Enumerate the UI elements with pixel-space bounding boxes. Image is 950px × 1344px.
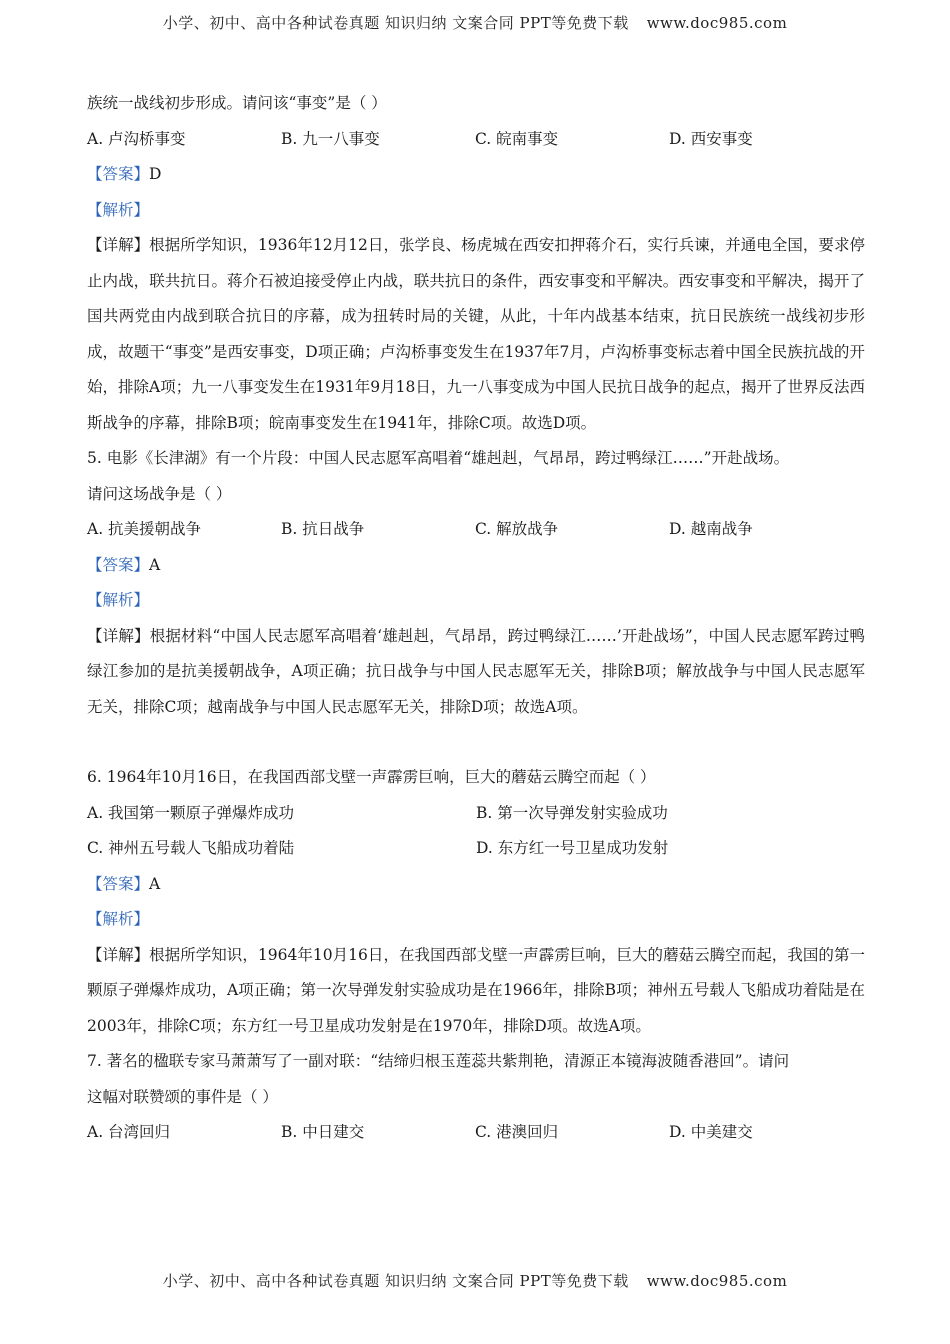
q4-detail-text: 根据所学知识，1936年12月12日，张学良、杨虎城在西安扣押蒋介石，实行兵谏，并通电全国，要求停止内战，联共抗日。蒋介石被迫接受停止内战，联共抗日的条件，西安事变和平解决。西安事变和平解决，揭开了国共两党由内战到联合抗日的序幕，成为扭转时局的关键，从此，十年内战基本结束，抗日民族统一战线初步形成，故题干“事变”是西安事变，D项正确；卢沟桥事变发生在1937年7月，卢沟桥事变标志着中国全民族抗战的开始，排除A项；九一八事变发生在1931年9月18日，九一八事变成为中国人民抗日战争的起点，揭开了世界反法西斯战争的序幕，排除B项；皖南事变发生在1941年，排除C项。故选D项。 [87, 236, 865, 432]
q7-stem-line1: 7. 著名的楹联专家马萧萧写了一副对联：“结缔归根玉莲蕊共紫荆艳，清源正本镜海波随香港回”。请问 [87, 1052, 790, 1070]
q7-option-c: C. 港澳回归 [475, 1123, 559, 1141]
q4-options [87, 122, 865, 158]
q5-option-b: B. 抗日战争 [281, 520, 365, 538]
answer-label: 【答案】 [87, 874, 150, 893]
q5-option-d: D. 越南战争 [669, 520, 753, 538]
q6-option-b: B. 第一次导弹发射实验成功 [476, 803, 668, 822]
spacer [87, 725, 865, 760]
answer-label: 【答案】 [87, 165, 150, 183]
q4-answer [87, 157, 865, 193]
page-header [0, 12, 950, 33]
header-text: 小学、初中、高中各种试卷真题 知识归纳 文案合同 PPT等免费下载 [162, 14, 629, 32]
q6-answer [87, 867, 865, 903]
q6-options-row2 [87, 831, 865, 867]
q6-option-d: D. 东方红一号卫星成功发射 [476, 839, 669, 857]
q4-answer-value: D [149, 165, 162, 183]
q5-answer [87, 548, 865, 584]
q5-detail [87, 619, 865, 726]
analysis-label: 【解析】 [87, 200, 150, 219]
page-footer [0, 1270, 950, 1291]
footer-text: 小学、初中、高中各种试卷真题 知识归纳 文案合同 PPT等免费下载 [162, 1272, 629, 1290]
q4-option-a: A. 卢沟桥事变 [87, 129, 186, 148]
detail-label: 【详解】 [87, 626, 150, 645]
q7-stem-line2: 这幅对联赞颂的事件是（ ） [87, 1087, 278, 1106]
detail-label: 【详解】 [87, 236, 150, 254]
answer-label: 【答案】 [87, 555, 150, 574]
q5-answer-value: A [149, 555, 161, 574]
q7-option-a: A. 台湾回归 [87, 1123, 171, 1141]
analysis-label: 【解析】 [87, 591, 150, 609]
analysis-label: 【解析】 [87, 910, 150, 928]
q4-analysis [87, 193, 865, 229]
header-url[interactable]: www.doc985.com [646, 14, 788, 32]
q4-detail [87, 228, 865, 441]
q4-option-d: D. 西安事变 [669, 129, 753, 148]
q5-options [87, 512, 865, 548]
q5-analysis [87, 583, 865, 619]
q6-analysis [87, 902, 865, 938]
q6-options-row1 [87, 796, 865, 832]
q5-stem-line2: 请问这场战争是（ ） [87, 484, 232, 503]
q6-answer-value: A [149, 874, 161, 893]
q7-option-d: D. 中美建交 [669, 1123, 753, 1141]
footer-url[interactable]: www.doc985.com [646, 1272, 788, 1290]
q6-stem: 6. 1964年10月16日，在我国西部戈壁一声霹雳巨响，巨大的蘑菇云腾空而起（ ） [87, 768, 656, 786]
q5-option-c: C. 解放战争 [475, 520, 559, 538]
detail-label: 【详解】 [87, 945, 150, 964]
q6-option-a: A. 我国第一颗原子弹爆炸成功 [87, 803, 295, 822]
q6-option-c: C. 神州五号载人飞船成功着陆 [87, 839, 295, 857]
q7-options [87, 1115, 865, 1151]
q5-stem-line1: 5. 电影《长津湖》有一个片段：中国人民志愿军高唱着“雄赳赳，气昂昂，跨过鸭绿江……”开赴战场。 [87, 449, 790, 467]
q5-option-a: A. 抗美援朝战争 [87, 520, 202, 538]
q5-detail-text: 根据材料“中国人民志愿军高唱着‘雄赳赳，气昂昂，跨过鸭绿江……’开赴战场”，中国人民志愿军跨过鸭绿江参加的是抗美援朝战争，A项正确；抗日战争与中国人民志愿军无关，排除B项；解放战争与中国人民志愿军无关，排除C项；越南战争与中国人民志愿军无关，排除D项；故选A项。 [87, 626, 865, 716]
document-body [87, 86, 865, 1151]
q6-detail [87, 938, 865, 1045]
q4-option-b: B. 九一八事变 [281, 129, 380, 148]
q4-stem-tail: 族统一战线初步形成。请问该“事变”是（ ） [87, 94, 387, 112]
q6-detail-text: 根据所学知识，1964年10月16日，在我国西部戈壁一声霹雳巨响，巨大的蘑菇云腾空而起，我国的第一颗原子弹爆炸成功，A项正确；第一次导弹发射实验成功是在1966年，排除B项；神州五号载人飞船成功着陆是在2003年，排除C项；东方红一号卫星成功发射是在1970年，排除D项。故选A项。 [87, 945, 865, 1035]
q7-option-b: B. 中日建交 [281, 1123, 365, 1141]
q4-option-c: C. 皖南事变 [475, 129, 559, 148]
